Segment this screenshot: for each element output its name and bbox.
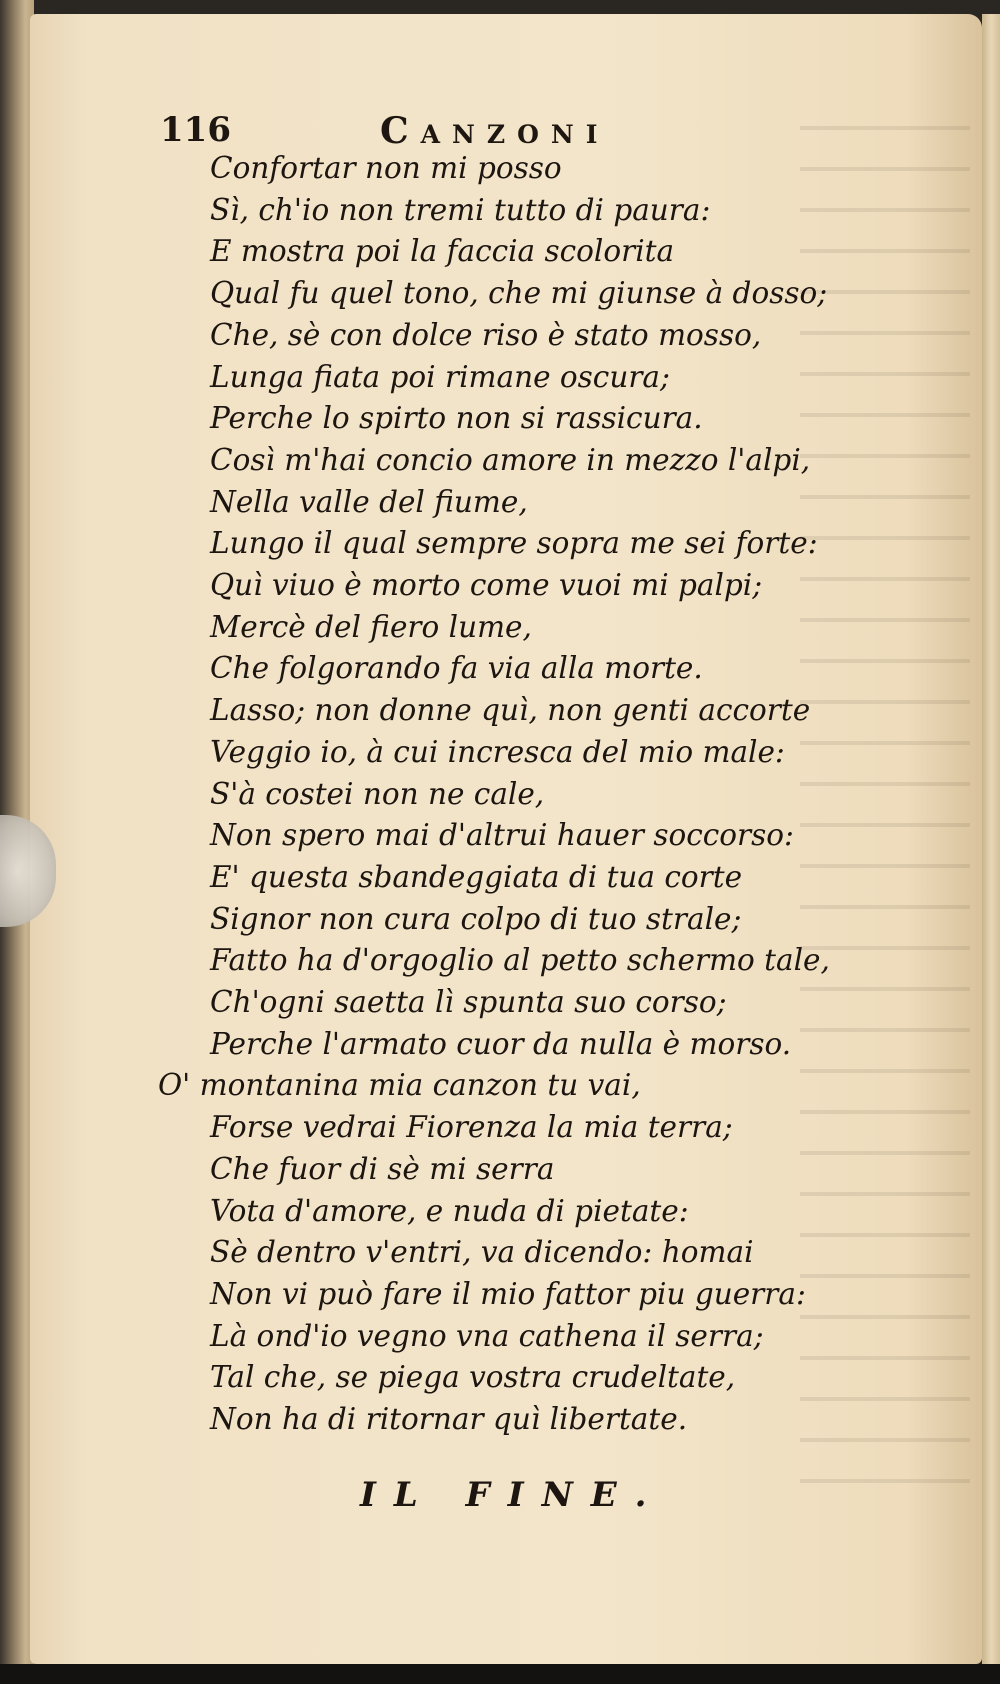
poem-line: Non ha di ritornar quì libertate. (210, 1402, 688, 1437)
poem-line: Confortar non mi posso (210, 151, 562, 185)
poem-line: Vota d'amore, e nuda di pietate: (210, 1193, 689, 1228)
poem-line: Fatto ha d'orgoglio al petto schermo tale, (210, 943, 830, 978)
poem-line: Ch'ogni saetta lì spunta suo corso; (210, 985, 727, 1020)
poem-line: Che folgorando fa via alla morte. (210, 651, 703, 686)
poem-line: E' questa sbandeggiata di tua corte (210, 859, 743, 894)
poem-line: Forse vedrai Fiorenza la mia terra; (210, 1110, 733, 1145)
poem-line: Lunga fiata poi rimane oscura; (210, 359, 670, 394)
poem-line: Nella valle del fiume, (210, 484, 528, 519)
poem-line: Tal che, se piega vostra crudeltate, (210, 1360, 736, 1395)
poem-line: Qual fu quel tono, che mi giunse à dosso; (210, 276, 828, 311)
poem-line: Veggio io, à cui incresca del mio male: (210, 734, 785, 769)
book-right-edge (982, 14, 1000, 1664)
poem-line: Così m'hai concio amore in mezzo l'alpi, (210, 442, 811, 477)
running-title: Canzoni (380, 110, 610, 152)
poem-line: Sì, ch'io non tremi tutto di paura: (210, 192, 711, 227)
poem-line: Perche l'armato cuor da nulla è morso. (210, 1026, 792, 1061)
poem-line: Là ond'io vegno vna cathena il serra; (210, 1318, 764, 1353)
scan-bottom-edge (0, 1664, 1000, 1684)
poem-line: O' montanina mia canzon tu vai, (158, 1068, 641, 1103)
poem-body (158, 148, 830, 1441)
poem-line: Signor non cura colpo di tuo strale; (210, 901, 742, 936)
poem-line: Non spero mai d'altrui hauer soccorso: (210, 818, 794, 853)
poem-line: Perche lo spirto non si rassicura. (210, 401, 703, 436)
poem-line: Quì viuo è morto come vuoi mi palpi; (210, 568, 763, 603)
poem-line: Mercè del fiero lume, (210, 609, 532, 644)
poem-line: S'à costei non ne cale, (210, 776, 545, 811)
poem-line: Che, sè con dolce riso è stato mosso, (210, 317, 762, 352)
poem-line: Non vi può fare il mio fattor piu guerra: (210, 1276, 806, 1311)
poem-line: Che fuor di sè mi serra (210, 1151, 555, 1186)
poem-line: Lungo il qual sempre sopra me sei forte: (210, 526, 818, 561)
finis-colophon: IL FINE. (360, 1475, 665, 1515)
page-number: 116 (160, 110, 231, 150)
poem-line: Sè dentro v'entri, va dicendo: homai (210, 1235, 754, 1270)
poem-line: E mostra poi la faccia scolorita (210, 234, 675, 269)
poem-line: Lasso; non donne quì, non genti accorte (210, 693, 811, 728)
